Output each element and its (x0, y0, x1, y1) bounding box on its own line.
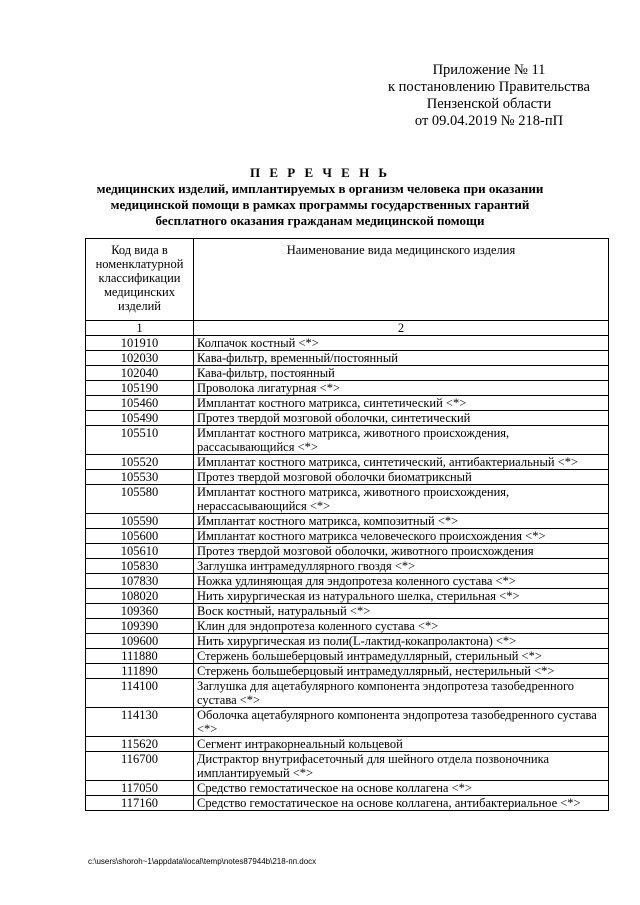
file-path-footer: c:\users\shoroh~1\appdata\local\temp\notes87944b\218-пп.docx (88, 857, 317, 866)
row-code: 109360 (86, 604, 194, 619)
document-title (90, 165, 550, 229)
table-header-row (86, 239, 609, 321)
row-name: Ножка удлиняющая для эндопротеза коленного сустава <*> (194, 574, 609, 589)
row-code: 105610 (86, 544, 194, 559)
title-line-1: медицинских изделий, имплантируемых в организм человека при оказании (96, 181, 544, 196)
table-row (86, 544, 609, 559)
row-name: Стержень большеберцовый интрамедуллярный, стерильный <*> (194, 649, 609, 664)
table-row (86, 426, 609, 455)
row-name: Имплантат костного матрикса, синтетический <*> (194, 396, 609, 411)
table-row (86, 351, 609, 366)
row-name: Имплантат костного матрикса, животного происхождения, нерассасывающийся <*> (194, 485, 609, 514)
row-code: 114130 (86, 708, 194, 737)
table-row (86, 781, 609, 796)
row-name: Заглушка для ацетабулярного компонента эндопротеза тазобедренного сустава <*> (194, 679, 609, 708)
table-row (86, 381, 609, 396)
row-code: 105520 (86, 455, 194, 470)
row-name: Клин для эндопротеза коленного сустава <*> (194, 619, 609, 634)
table-row (86, 634, 609, 649)
row-name: Имплантат костного матрикса человеческого происхождения <*> (194, 529, 609, 544)
row-code: 105590 (86, 514, 194, 529)
row-code: 109390 (86, 619, 194, 634)
row-code: 105530 (86, 470, 194, 485)
table-row (86, 411, 609, 426)
row-code: 107830 (86, 574, 194, 589)
row-code: 105190 (86, 381, 194, 396)
appendix-line-1: Приложение № 11 (432, 62, 546, 78)
row-code: 109600 (86, 634, 194, 649)
row-name: Кава-фильтр, временный/постоянный (194, 351, 609, 366)
title-heading: П Е Р Е Ч Е Н Ь (249, 165, 391, 180)
row-code: 111890 (86, 664, 194, 679)
table-row (86, 529, 609, 544)
row-name: Нить хирургическая из натурального шелка, стерильная <*> (194, 589, 609, 604)
appendix-line-3: Пензенской области (426, 96, 552, 112)
row-name: Оболочка ацетабулярного компонента эндопротеза тазобедренного сустава <*> (194, 708, 609, 737)
row-name: Средство гемостатическое на основе коллагена <*> (194, 781, 609, 796)
table-row (86, 366, 609, 381)
title-line-3: бесплатного оказания гражданам медицинской помощи (155, 213, 485, 228)
row-name: Сегмент интракорнеальный кольцевой (194, 737, 609, 752)
row-name: Средство гемостатическое на основе коллагена, антибактериальное <*> (194, 796, 609, 811)
appendix-line-2: к постановлению Правительства (388, 79, 590, 95)
row-code: 105510 (86, 426, 194, 455)
row-name: Имплантат костного матрикса, композитный <*> (194, 514, 609, 529)
table-row (86, 737, 609, 752)
row-name: Кава-фильтр, постоянный (194, 366, 609, 381)
table-row (86, 514, 609, 529)
table-row (86, 796, 609, 811)
row-name: Заглушка интрамедуллярного гвоздя <*> (194, 559, 609, 574)
row-code: 102040 (86, 366, 194, 381)
row-code: 111880 (86, 649, 194, 664)
column-number-1: 1 (86, 321, 194, 336)
appendix-line-4: от 09.04.2019 № 218-пП (414, 113, 564, 129)
row-code: 102030 (86, 351, 194, 366)
table-row (86, 664, 609, 679)
row-name: Нить хирургическая из поли(L-лактид-кокапролактона) <*> (194, 634, 609, 649)
table-row (86, 708, 609, 737)
row-name: Дистрактор внутрифасеточный для шейного отдела позвоночника имплантируемый <*> (194, 752, 609, 781)
row-code: 115620 (86, 737, 194, 752)
table-row (86, 455, 609, 470)
table-row (86, 589, 609, 604)
table-row (86, 559, 609, 574)
row-code: 114100 (86, 679, 194, 708)
table-row (86, 752, 609, 781)
row-code: 101910 (86, 336, 194, 351)
header-code: Код вида в номенклатурной классификации медицинских изделий (86, 239, 194, 321)
row-code: 105490 (86, 411, 194, 426)
row-code: 105460 (86, 396, 194, 411)
row-name: Имплантат костного матрикса, синтетический, антибактериальный <*> (194, 455, 609, 470)
row-name: Протез твердой мозговой оболочки, животного происхождения (194, 544, 609, 559)
table-row (86, 574, 609, 589)
row-code: 108020 (86, 589, 194, 604)
row-name: Стержень большеберцовый интрамедуллярный, нестерильный <*> (194, 664, 609, 679)
row-code: 117160 (86, 796, 194, 811)
column-number-2: 2 (194, 321, 609, 336)
row-code: 116700 (86, 752, 194, 781)
column-number-row (86, 321, 609, 336)
row-name: Колпачок костный <*> (194, 336, 609, 351)
row-name: Воск костный, натуральный <*> (194, 604, 609, 619)
row-name: Имплантат костного матрикса, животного происхождения, рассасывающийся <*> (194, 426, 609, 455)
row-name: Протез твердой мозговой оболочки, синтетический (194, 411, 609, 426)
table-row (86, 619, 609, 634)
row-code: 105600 (86, 529, 194, 544)
table-row (86, 604, 609, 619)
appendix-block (369, 62, 609, 130)
row-code: 117050 (86, 781, 194, 796)
row-code: 105830 (86, 559, 194, 574)
table-row (86, 470, 609, 485)
row-name: Проволока лигатурная <*> (194, 381, 609, 396)
header-name: Наименование вида медицинского изделия (194, 239, 609, 321)
table-row (86, 396, 609, 411)
title-line-2: медицинской помощи в рамках программы государственных гарантий (110, 197, 530, 212)
table-row (86, 679, 609, 708)
table-row (86, 485, 609, 514)
table-row (86, 649, 609, 664)
row-code: 105580 (86, 485, 194, 514)
table-row (86, 336, 609, 351)
devices-table (85, 238, 609, 811)
row-name: Протез твердой мозговой оболочки биоматриксный (194, 470, 609, 485)
